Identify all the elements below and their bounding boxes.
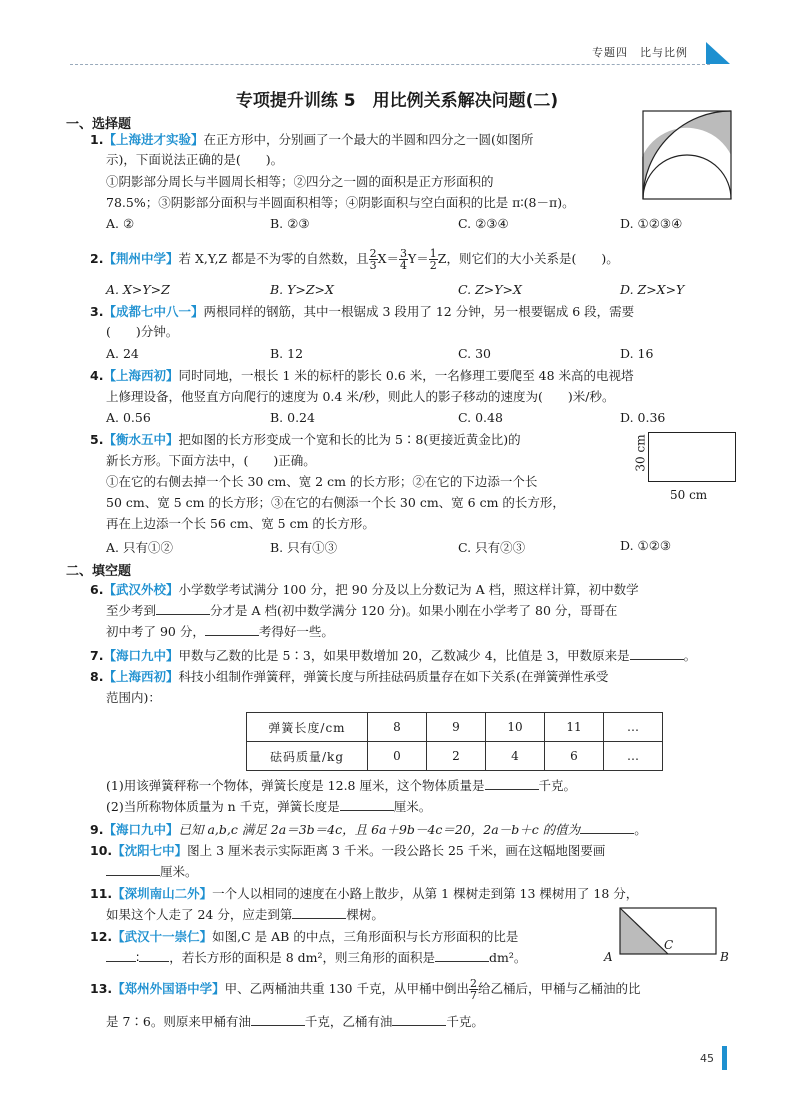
q12-line1: 12.【武汉十一崇仁】如图,C 是 AB 的中点，三角形面积与长方形面积的比是	[90, 929, 519, 944]
q2-option-d: D. Z>X>Y	[620, 282, 685, 297]
q9-blank[interactable]	[580, 821, 634, 834]
q5-option-d: D. ①②③	[620, 538, 672, 553]
q11-blank[interactable]	[292, 906, 346, 919]
table-cell: …	[604, 713, 663, 742]
q11-line2: 如果这个人走了 24 分，应走到第 棵树。	[106, 907, 384, 922]
q3-option-d: D. 16	[620, 346, 654, 361]
header-section: 专题四 比与比例	[592, 46, 688, 59]
q5-option-a: A. 只有①②	[106, 540, 173, 555]
q5-option-b: B. 只有①③	[270, 540, 338, 555]
table-cell: 8	[368, 713, 427, 742]
q13-line1: 13.【郑州外国语中学】甲、乙两桶油共重 130 千克，从甲桶中倒出 $\frac{2}{7}$ 给乙桶后，甲桶与乙桶油的比	[90, 977, 641, 1002]
q9-line1: 9.【海口九中】已知 a,b,c 满足 2a＝3b＝4c，且 6a＋9b－4c＝20，2a－b＋c 的值为 。	[90, 822, 647, 837]
q13-blank-2[interactable]	[392, 1013, 446, 1026]
page-number: 45	[700, 1052, 714, 1065]
q4-option-c: C. 0.48	[458, 410, 503, 425]
table-row	[247, 742, 663, 771]
q3-line2: ( )分钟。	[106, 324, 179, 339]
q6-line2: 至少考到 分才是 A 档(初中数学满分 120 分)。如果小刚在小学考了 80 分，哥哥在	[106, 603, 618, 618]
q7-blank[interactable]	[630, 647, 684, 660]
table-cell: 4	[486, 742, 545, 771]
q1-line2: 示)，下面说法正确的是( )。	[106, 152, 284, 167]
table-row-head: 砝码质量/kg	[247, 742, 368, 771]
q12-label-b: B	[720, 950, 729, 964]
q4-line1: 4.【上海西初】同时同地，一根长 1 米的标杆的影长 0.6 米，一名修理工要爬至 48 米高的电视塔	[90, 368, 634, 383]
q2-option-a: A. X>Y>Z	[106, 282, 170, 297]
q2-option-c: C. Z>Y>X	[458, 282, 522, 297]
q1-option-c: C. ②③④	[458, 216, 509, 231]
q12-line2: ∶ ，若长方形的面积是 8 dm²，则三角形的面积是 dm²。	[106, 948, 526, 968]
q10-line1: 10.【沈阳七中】图上 3 厘米表示实际距离 3 千米。一段公路长 25 千米，画在这幅地图要画	[90, 843, 606, 858]
q4-option-b: B. 0.24	[270, 410, 315, 425]
q4-line2: 上修理设备，他竖直方向爬行的速度为 0.4 米/秒，则此人的影子移动的速度为( )米/秒。	[106, 389, 615, 404]
page-bar	[722, 1046, 727, 1070]
q13-line2: 是 7∶6。则原来甲桶有油 千克，乙桶有油 千克。	[106, 1014, 484, 1029]
q6-line1: 6.【武汉外校】小学数学考试满分 100 分，把 90 分及以上分数记为 A 档，照这样计算，初中数学	[90, 582, 639, 597]
q2-option-b: B. Y>Z>X	[270, 282, 334, 297]
q12-blank-2[interactable]	[139, 949, 169, 962]
section-fill: 二、填空题	[66, 564, 132, 579]
q8-blank-2[interactable]	[340, 798, 394, 811]
q12-blank-3[interactable]	[435, 949, 489, 962]
q4-option-a: A. 0.56	[106, 410, 151, 425]
table-cell: 0	[368, 742, 427, 771]
table-row-head: 弹簧长度/cm	[247, 713, 368, 742]
q5-line2: 新长方形。下面方法中，( )正确。	[106, 453, 316, 468]
q6-blank-2[interactable]	[205, 623, 259, 636]
q2-line1: 2.【荆州中学】若 X,Y,Z 都是不为零的自然数，且 $\frac{2}{3}$ X＝ $\frac{3}{4}$ Y＝ $\frac{1}{2}$ Z，则它们的大小关系是( )。	[90, 247, 619, 272]
page-title: 专项提升训练 5 用比例关系解决问题(二)	[235, 91, 559, 111]
q6-blank-1[interactable]	[156, 602, 210, 615]
q5-line5: 再在上边添一个长 56 cm、宽 5 cm 的长方形。	[106, 516, 375, 531]
q8-spring-table	[246, 712, 663, 771]
table-cell: …	[604, 742, 663, 771]
q12-blank-1[interactable]	[106, 949, 136, 962]
table-cell: 11	[545, 713, 604, 742]
q1-option-a: A. ②	[106, 216, 135, 231]
q10-blank[interactable]	[106, 863, 160, 876]
q5-rectangle-figure	[648, 432, 736, 482]
table-cell: 2	[427, 742, 486, 771]
q3-option-c: C. 30	[458, 346, 491, 361]
q1-option-b: B. ②③	[270, 216, 310, 231]
q5-line4: 50 cm、宽 5 cm 的长方形；③在它的右侧添一个长 30 cm、宽 6 cm 的长方形，	[106, 495, 565, 510]
corner-triangle-icon	[706, 42, 730, 64]
q8-sub1: (1)用该弹簧秤称一个物体，弹簧长度是 12.8 厘米，这个物体质量是 千克。	[106, 778, 577, 793]
q5-figure-height: 30 cm	[633, 434, 648, 472]
q8-line2: 范围内)：	[106, 690, 161, 705]
q12-label-c: C	[664, 938, 674, 952]
table-cell: 6	[545, 742, 604, 771]
q3-option-a: A. 24	[106, 346, 139, 361]
table-cell: 9	[427, 713, 486, 742]
q10-line2: 厘米。	[106, 862, 198, 882]
q1-line3: ①阴影部分周长与半圆周长相等；②四分之一圆的面积是正方形面积的	[106, 174, 494, 189]
q6-line3: 初中考了 90 分， 考得好一些。	[106, 624, 334, 639]
q5-figure-width: 50 cm	[670, 488, 708, 502]
q5-line3: ①在它的右侧去掉一个长 30 cm、宽 2 cm 的长方形；②在它的下边添一个长	[106, 474, 538, 489]
section-choice: 一、选择题	[66, 117, 132, 132]
q1-line4: 78.5%；③阴影部分面积与半圆面积相等；④阴影面积与空白面积的比是 π∶(8－π)。	[106, 195, 575, 210]
q3-line1: 3.【成都七中八一】两根同样的钢筋，其中一根锯成 3 段用了 12 分钟，另一根要锯成 6 段，需要	[90, 304, 635, 319]
header-divider	[70, 64, 710, 65]
q3-option-b: B. 12	[270, 346, 304, 361]
q5-line1: 5.【衡水五中】把如图的长方形变成一个宽和长的比为 5∶8(更接近黄金比)的	[90, 432, 521, 447]
q8-sub2: (2)当所称物体质量为 n 千克，弹簧长度是 厘米。	[106, 799, 432, 814]
q8-line1: 8.【上海西初】科技小组制作弹簧秤，弹簧长度与所挂砝码质量存在如下关系(在弹簧弹性承受	[90, 669, 609, 684]
q4-option-d: D. 0.36	[620, 410, 666, 425]
q8-blank-1[interactable]	[485, 777, 539, 790]
q1-line1: 1.【上海进才实验】在正方形中，分别画了一个最大的半圆和四分之一圆(如图所	[90, 132, 534, 147]
q5-option-c: C. 只有②③	[458, 540, 526, 555]
table-cell: 10	[486, 713, 545, 742]
q13-blank-1[interactable]	[251, 1013, 305, 1026]
q1-figure-square	[642, 110, 732, 200]
q7-line1: 7.【海口九中】甲数与乙数的比是 5∶3，如果甲数增加 20，乙数减少 4，比值是 3，甲数原来是 。	[90, 648, 697, 663]
q1-option-d: D. ①②③④	[620, 216, 683, 231]
q12-label-a: A	[604, 950, 613, 964]
q11-line1: 11.【深圳南山二外】一个人以相同的速度在小路上散步，从第 1 棵树走到第 13 棵树用了 18 分，	[90, 886, 639, 901]
table-row	[247, 713, 663, 742]
